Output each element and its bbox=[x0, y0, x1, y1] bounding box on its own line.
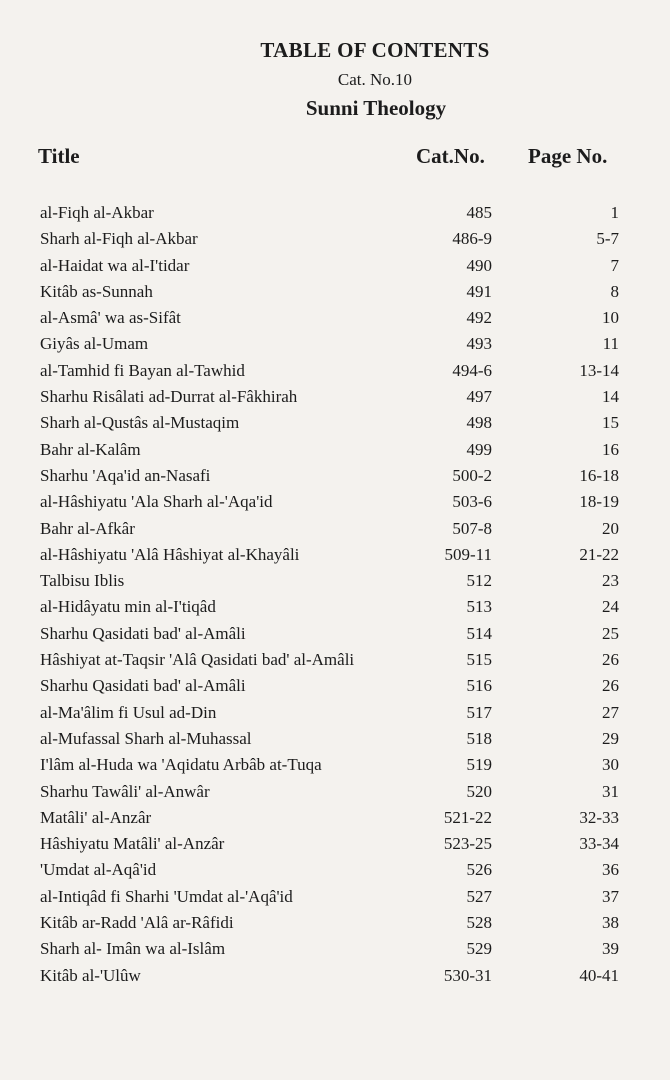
entry-title: Kitâb ar-Radd 'Alâ ar-Râfidi bbox=[40, 913, 234, 933]
section-subtitle: Sunni Theology bbox=[305, 96, 447, 120]
contents-row bbox=[0, 358, 670, 384]
entry-page-no: 20 bbox=[602, 518, 619, 538]
column-header-cat-no: Cat.No. bbox=[416, 144, 485, 168]
column-header-title: Title bbox=[38, 144, 80, 168]
entry-page-no: 29 bbox=[602, 728, 619, 748]
contents-row bbox=[0, 331, 670, 357]
entry-cat-no: 527 bbox=[466, 886, 492, 906]
contents-row bbox=[0, 437, 670, 463]
contents-row bbox=[0, 700, 670, 726]
contents-row bbox=[0, 305, 670, 331]
contents-row bbox=[0, 568, 670, 594]
entry-page-no: 36 bbox=[602, 860, 619, 880]
entry-page-no: 10 bbox=[602, 308, 619, 328]
entry-title: Sharhu Tawâli' al-Anwâr bbox=[40, 781, 210, 801]
entry-cat-no: 498 bbox=[466, 413, 492, 433]
entry-title: al-Hâshiyatu 'Ala Sharh al-'Aqa'id bbox=[40, 492, 273, 512]
contents-row bbox=[0, 279, 670, 305]
entry-cat-no: 518 bbox=[466, 728, 492, 748]
contents-row bbox=[0, 805, 670, 831]
entry-page-no: 23 bbox=[602, 571, 619, 591]
entry-cat-no: 521-22 bbox=[443, 807, 492, 827]
contents-row bbox=[0, 463, 670, 489]
entry-cat-no: 491 bbox=[466, 281, 492, 301]
entry-cat-no: 492 bbox=[466, 308, 492, 328]
entry-page-no: 5-7 bbox=[596, 229, 619, 249]
entry-cat-no: 514 bbox=[466, 623, 492, 643]
column-header-page-no: Page No. bbox=[528, 144, 608, 168]
entry-title: Sharhu Qasidati bad' al-Amâli bbox=[40, 676, 246, 696]
entry-page-no: 1 bbox=[610, 203, 619, 222]
entry-title: al-Hidâyatu min al-I'tiqâd bbox=[40, 597, 216, 617]
contents-row bbox=[0, 936, 670, 962]
entry-page-no: 38 bbox=[602, 913, 619, 933]
entry-cat-no: 530-31 bbox=[443, 965, 492, 985]
contents-row bbox=[0, 779, 670, 805]
contents-list bbox=[0, 200, 670, 989]
entry-title: al-Hâshiyatu 'Alâ Hâshiyat al-Khayâli bbox=[40, 544, 300, 564]
entry-page-no: 25 bbox=[602, 623, 619, 643]
entry-title: Sharhu 'Aqa'id an-Nasafi bbox=[40, 465, 211, 485]
entry-title: Hâshiyat at-Taqsir 'Alâ Qasidati bad' al-Amâli bbox=[40, 650, 355, 670]
contents-row bbox=[0, 647, 670, 673]
entry-cat-no: 529 bbox=[466, 939, 492, 959]
entry-cat-no: 509-11 bbox=[444, 544, 492, 564]
contents-row bbox=[0, 542, 670, 568]
entry-page-no: 26 bbox=[602, 676, 619, 696]
contents-row bbox=[0, 831, 670, 857]
entry-title: Kitâb as-Sunnah bbox=[40, 281, 153, 301]
entry-cat-no: 493 bbox=[466, 334, 492, 354]
entry-cat-no: 485 bbox=[466, 203, 492, 222]
contents-row bbox=[0, 963, 670, 989]
page-title: TABLE OF CONTENTS bbox=[260, 38, 490, 62]
entry-cat-no: 507-8 bbox=[452, 518, 492, 538]
entry-cat-no: 490 bbox=[466, 255, 492, 275]
entry-title: Talbisu Iblis bbox=[40, 571, 125, 591]
entry-cat-no: 526 bbox=[466, 860, 492, 880]
entry-title: al-Tamhid fi Bayan al-Tawhid bbox=[40, 360, 245, 380]
entry-page-no: 37 bbox=[602, 886, 619, 906]
entry-title: al-Mufassal Sharh al-Muhassal bbox=[40, 728, 252, 748]
entry-title: I'lâm al-Huda wa 'Aqidatu Arbâb at-Tuqa bbox=[40, 755, 322, 775]
entry-page-no: 13-14 bbox=[579, 360, 619, 380]
contents-row bbox=[0, 226, 670, 252]
contents-row bbox=[0, 253, 670, 279]
entry-cat-no: 515 bbox=[466, 650, 492, 670]
contents-row bbox=[0, 200, 670, 226]
entry-page-no: 7 bbox=[610, 255, 619, 275]
contents-row bbox=[0, 410, 670, 436]
contents-row bbox=[0, 516, 670, 542]
entry-title: Matâli' al-Anzâr bbox=[40, 807, 152, 827]
entry-cat-no: 499 bbox=[466, 439, 492, 459]
entry-title: al-Ma'âlim fi Usul ad-Din bbox=[40, 702, 217, 722]
entry-title: Sharhu Qasidati bad' al-Amâli bbox=[40, 623, 246, 643]
entry-page-no: 14 bbox=[602, 387, 619, 407]
contents-row bbox=[0, 594, 670, 620]
entry-cat-no: 503-6 bbox=[452, 492, 492, 512]
entry-cat-no: 494-6 bbox=[452, 360, 492, 380]
entry-title: Hâshiyatu Matâli' al-Anzâr bbox=[40, 834, 225, 854]
entry-cat-no: 512 bbox=[466, 571, 492, 591]
entry-title: al-Fiqh al-Akbar bbox=[40, 203, 154, 222]
contents-row bbox=[0, 384, 670, 410]
entry-page-no: 33-34 bbox=[579, 834, 619, 854]
entry-page-no: 39 bbox=[602, 939, 619, 959]
entry-page-no: 40-41 bbox=[579, 965, 619, 985]
entry-cat-no: 523-25 bbox=[443, 834, 492, 854]
entry-page-no: 24 bbox=[602, 597, 619, 617]
entry-page-no: 31 bbox=[602, 781, 619, 801]
entry-title: Bahr al-Afkâr bbox=[40, 518, 135, 538]
entry-title: al-Asmâ' wa as-Sifât bbox=[40, 308, 181, 328]
entry-cat-no: 519 bbox=[466, 755, 492, 775]
entry-page-no: 26 bbox=[602, 650, 619, 670]
entry-title: Giyâs al-Umam bbox=[40, 334, 149, 354]
entry-cat-no: 513 bbox=[466, 597, 492, 617]
entry-title: Bahr al-Kalâm bbox=[40, 439, 141, 459]
contents-row bbox=[0, 726, 670, 752]
entry-page-no: 11 bbox=[602, 334, 619, 354]
contents-row bbox=[0, 884, 670, 910]
entry-cat-no: 486-9 bbox=[452, 229, 492, 249]
entry-page-no: 27 bbox=[602, 702, 619, 722]
entry-title: Sharh al-Qustâs al-Mustaqim bbox=[40, 413, 240, 433]
entry-cat-no: 517 bbox=[466, 702, 492, 722]
entry-title: al-Intiqâd fi Sharhi 'Umdat al-'Aqâ'id bbox=[40, 886, 293, 906]
entry-cat-no: 497 bbox=[466, 387, 492, 407]
entry-page-no: 32-33 bbox=[579, 807, 619, 827]
entry-cat-no: 500-2 bbox=[452, 465, 492, 485]
entry-title: Sharh al-Fiqh al-Akbar bbox=[40, 229, 198, 249]
entry-cat-no: 528 bbox=[466, 913, 492, 933]
contents-row bbox=[0, 857, 670, 883]
contents-row bbox=[0, 489, 670, 515]
entry-page-no: 18-19 bbox=[579, 492, 619, 512]
contents-row bbox=[0, 910, 670, 936]
entry-title: al-Haidat wa al-I'tidar bbox=[40, 255, 190, 275]
entry-title: Kitâb al-'Ulûw bbox=[40, 965, 141, 985]
entry-page-no: 16-18 bbox=[579, 465, 619, 485]
entry-title: Sharhu Risâlati ad-Durrat al-Fâkhirah bbox=[40, 387, 298, 407]
contents-row bbox=[0, 621, 670, 647]
entry-page-no: 15 bbox=[602, 413, 619, 433]
entry-page-no: 16 bbox=[602, 439, 619, 459]
contents-row bbox=[0, 752, 670, 778]
catalog-number: Cat. No.10 bbox=[337, 70, 413, 89]
entry-page-no: 30 bbox=[602, 755, 619, 775]
contents-row bbox=[0, 673, 670, 699]
entry-title: Sharh al- Imân wa al-Islâm bbox=[40, 939, 226, 959]
entry-page-no: 21-22 bbox=[579, 544, 619, 564]
entry-cat-no: 520 bbox=[466, 781, 492, 801]
entry-cat-no: 516 bbox=[466, 676, 492, 696]
entry-page-no: 8 bbox=[610, 281, 619, 301]
entry-title: 'Umdat al-Aqâ'id bbox=[40, 860, 157, 880]
